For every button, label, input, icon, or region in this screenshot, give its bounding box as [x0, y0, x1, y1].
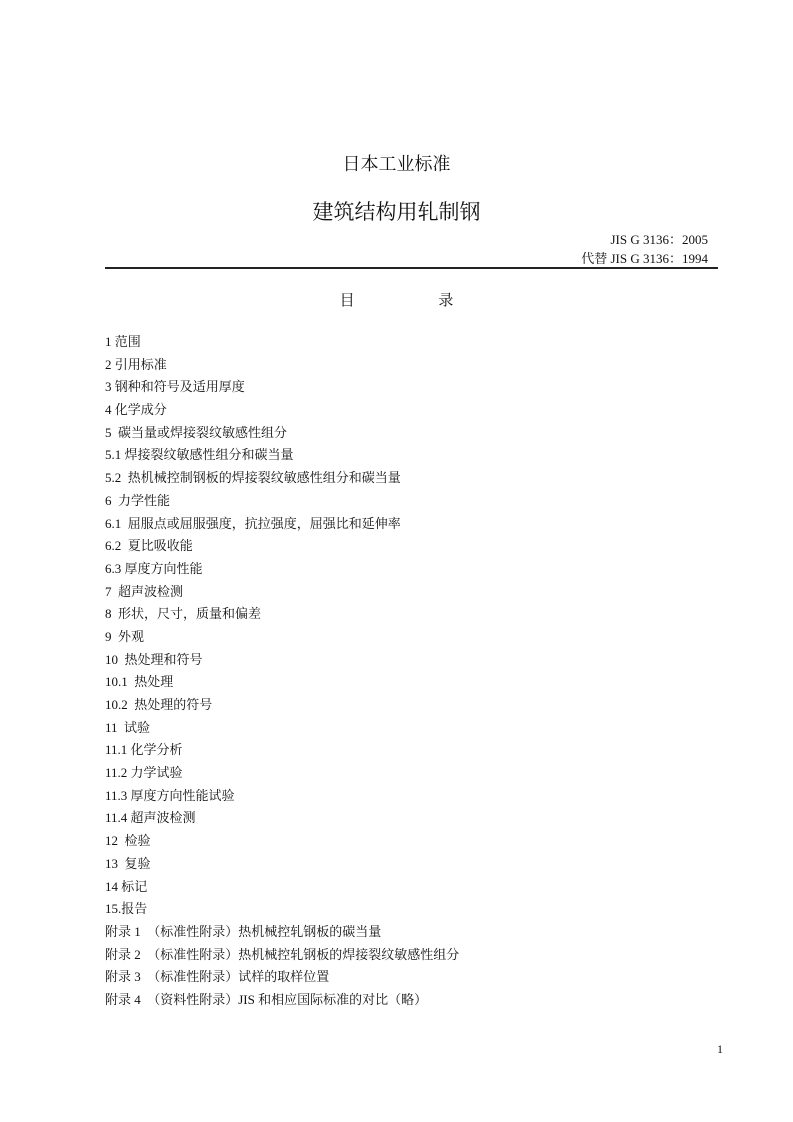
table-of-contents — [105, 333, 459, 1014]
toc-item[interactable]: 附录 2 （标准性附录）热机械控轧钢板的焊接裂纹敏感性组分 — [105, 946, 460, 962]
toc-item[interactable]: 5 碳当量或焊接裂纹敏感性组分 — [105, 424, 288, 440]
toc-item[interactable]: 8 形状，尺寸，质量和偏差 — [105, 606, 262, 622]
toc-item[interactable]: 14 标记 — [105, 878, 148, 894]
toc-item[interactable]: 11.2 力学试验 — [105, 765, 183, 781]
toc-item[interactable]: 10.2 热处理的符号 — [105, 697, 213, 712]
toc-item[interactable]: 10.1 热处理 — [105, 674, 174, 690]
header-divider — [105, 267, 718, 269]
toc-item[interactable]: 11 试验 — [105, 719, 151, 735]
toc-item[interactable]: 11.4 超声波检测 — [105, 810, 196, 826]
document-title: 建筑结构用轧制钢 — [312, 200, 481, 224]
toc-item[interactable]: 附录 1 （标准性附录）热机械控轧钢板的碳当量 — [105, 923, 382, 939]
toc-item[interactable]: 7 超声波检测 — [105, 583, 184, 599]
standard-number: JIS G 3136：2005 — [610, 232, 708, 247]
toc-title: 目 录 — [339, 293, 494, 309]
toc-item[interactable]: 4 化学成分 — [105, 402, 167, 418]
toc-item[interactable]: 附录 3 （标准性附录）试样的取样位置 — [105, 969, 330, 985]
toc-item[interactable]: 9 外观 — [105, 628, 145, 644]
toc-item[interactable]: 11.3 厚度方向性能试验 — [105, 787, 235, 803]
toc-item[interactable]: 11.1 化学分析 — [105, 742, 183, 758]
toc-item[interactable]: 6.3 厚度方向性能 — [105, 560, 203, 576]
toc-item[interactable]: 12 检验 — [105, 833, 151, 849]
toc-item[interactable]: 6 力学性能 — [105, 492, 171, 508]
toc-item[interactable]: 15.报告 — [105, 901, 148, 917]
toc-item[interactable]: 1 范围 — [105, 334, 141, 349]
toc-item[interactable]: 附录 4 （资料性附录）JIS 和相应国际标准的对比（略） — [105, 991, 428, 1007]
toc-item[interactable]: 3 钢种和符号及适用厚度 — [105, 379, 245, 395]
toc-item[interactable]: 13 复验 — [105, 855, 151, 871]
toc-item[interactable]: 10 热处理和符号 — [105, 651, 203, 667]
toc-item[interactable]: 2 引用标准 — [105, 356, 167, 372]
toc-item[interactable]: 6.2 夏比吸收能 — [105, 538, 193, 554]
toc-item[interactable]: 5.1 焊接裂纹敏感性组分和碳当量 — [105, 447, 294, 463]
toc-item[interactable]: 6.1 屈服点或屈服强度，抗拉强度，屈强比和延伸率 — [105, 515, 401, 531]
org-title: 日本工业标准 — [342, 154, 451, 175]
page-number: 1 — [717, 1042, 723, 1056]
toc-item[interactable]: 5.2 热机械控制钢板的焊接裂纹敏感性组分和碳当量 — [105, 470, 401, 486]
replaced-standard: 代替 JIS G 3136：1994 — [581, 251, 708, 266]
